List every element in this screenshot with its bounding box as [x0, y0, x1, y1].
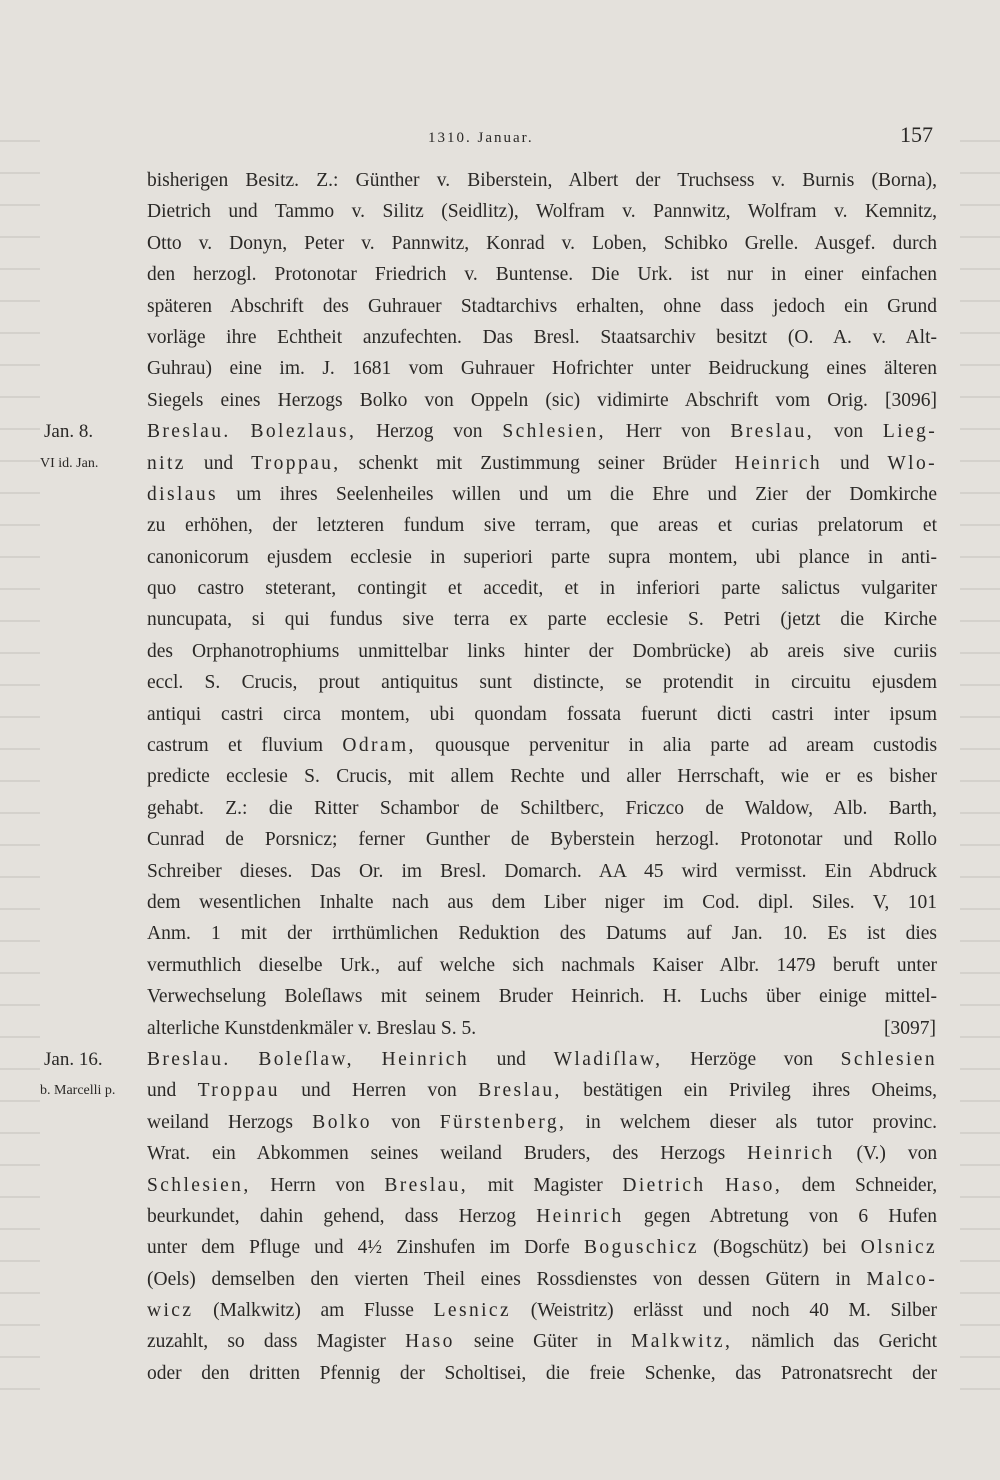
- text-line: [0, 292, 1000, 323]
- line-text: späteren Abschrift des Guhrauer Stadtarchivs erhalten, ohne dass jedoch ein Grund: [147, 295, 937, 317]
- text-line: [0, 919, 1000, 950]
- text-line: [0, 1296, 1000, 1327]
- text-line: [0, 1327, 1000, 1358]
- text-line: [0, 1233, 1000, 1264]
- line-text: unter dem Pfluge und 4½ Zinshufen im Dorfe Boguschicz (Bogschütz) bei Olsnicz: [147, 1237, 938, 1259]
- line-text: dislaus um ihres Seelenheiles willen und um die Ehre und Zier der Domkirche: [147, 483, 938, 505]
- line-text: castrum et fluvium Odram, quousque pervenitur in alia parte ad aream custodis: [147, 735, 938, 757]
- text-line: [0, 1139, 1000, 1170]
- line-text: Verwechselung Boleſlaws mit seinem Bruder Heinrich. H. Luchs über einige mittel-: [147, 986, 937, 1008]
- text-line: [0, 982, 1000, 1013]
- text-line: [0, 762, 1000, 793]
- line-text: Dietrich und Tammo v. Silitz (Seidlitz), Wolfram v. Pannwitz, Wolfram v. Kemnitz,: [147, 201, 937, 223]
- text-line: [0, 511, 1000, 542]
- margin-date: Jan. 8.: [44, 421, 94, 443]
- line-text: (Oels) demselben den vierten Theil eines Rossdienstes von dessen Gütern in Malco-: [147, 1268, 938, 1290]
- line-text: bisherigen Besitz. Z.: Günther v. Biberstein, Albert der Truchsess v. Burnis (Borna),: [147, 170, 937, 191]
- line-text: antiqui castri circa montem, ubi quondam fossata fuerunt dicti castri inter ipsum: [147, 703, 937, 725]
- text-line: [0, 260, 1000, 291]
- text-line: [0, 166, 1000, 197]
- line-text: nitz und Troppau, schenkt mit Zustimmung seiner Brüder Heinrich und Wlo-: [147, 452, 938, 474]
- margin-date: Jan. 16.: [44, 1048, 103, 1070]
- text-line: [0, 1076, 1000, 1107]
- text-line: [0, 229, 1000, 260]
- line-text: beurkundet, dahin gehend, dass Herzog Heinrich gegen Abtretung von 6 Hufen: [147, 1205, 938, 1227]
- line-text: Siegels eines Herzogs Bolko von Oppeln (sic) vidimirte Abschrift vom Orig. [3096]: [147, 389, 937, 411]
- line-text: oder den dritten Pfennig der Scholtisei, die freie Schenke, das Patronatsrecht der: [147, 1362, 937, 1384]
- text-line: [0, 888, 1000, 919]
- line-text: Breslau. Boleſlaw, Heinrich und Wladiſlaw, Herzöge von Schlesien: [147, 1048, 938, 1070]
- line-text: Breslau. Bolezlaus, Herzog von Schlesien, Herr von Breslau, von Lieg-: [147, 421, 938, 443]
- text-line: [0, 951, 1000, 982]
- text-line: [0, 386, 1000, 417]
- text-line: [0, 1202, 1000, 1233]
- document-number: [3097]: [884, 1017, 936, 1039]
- line-text: Schlesien, Herrn von Breslau, mit Magister Dietrich Haso, dem Schneider,: [147, 1174, 938, 1196]
- text-line: [0, 794, 1000, 825]
- page-number: 157: [900, 122, 933, 147]
- text-line: [0, 480, 1000, 511]
- text-line: [0, 637, 1000, 668]
- line-text: canonicorum ejusdem ecclesie in superiori parte supra montem, ubi plance in anti-: [147, 546, 937, 568]
- line-text: zu erhöhen, der letzteren fundum sive terram, que areas et curias prelatorum et: [147, 515, 937, 537]
- text-line: [0, 1014, 1000, 1045]
- body-text: [0, 166, 1000, 1390]
- page-header: [0, 122, 1000, 148]
- line-text: vermuthlich dieselbe Urk., auf welche sich nachmals Kaiser Albr. 1479 beruft unter: [147, 954, 937, 976]
- line-text: eccl. S. Crucis, prout antiquitus sunt distincte, se protendit in circuitu ejusdem: [147, 672, 937, 694]
- text-line: [0, 731, 1000, 762]
- line-text: Guhrau) eine im. J. 1681 vom Guhrauer Hofrichter unter Beidruckung eines älteren: [147, 358, 937, 380]
- margin-note: VI id. Jan.: [40, 455, 99, 471]
- line-text: zuzahlt, so dass Magister Haso seine Güter in Malkwitz, nämlich das Gericht: [147, 1331, 938, 1353]
- line-text: Anm. 1 mit der irrthümlichen Reduktion des Datums auf Jan. 10. Es ist dies: [147, 923, 937, 945]
- text-line: [0, 354, 1000, 385]
- line-text: Cunrad de Porsnicz; ferner Gunther de Byberstein herzogl. Protonotar und Rollo: [147, 829, 937, 851]
- text-line: [0, 323, 1000, 354]
- line-text: Schreiber dieses. Das Or. im Bresl. Domarch. AA 45 wird vermisst. Ein Abdruck: [147, 860, 937, 882]
- text-line: [0, 857, 1000, 888]
- text-line: [0, 1171, 1000, 1202]
- text-line: [0, 197, 1000, 228]
- running-head: 1310. Januar.: [428, 130, 534, 146]
- line-text: Wrat. ein Abkommen seines weiland Bruders, des Herzogs Heinrich (V.) von: [147, 1143, 938, 1165]
- margin-note: b. Marcelli p.: [40, 1083, 116, 1099]
- line-text: und Troppau und Herren von Breslau, bestätigen ein Privileg ihres Oheims,: [147, 1080, 938, 1102]
- line-text: vorläge ihre Echtheit anzufechten. Das Bresl. Staatsarchiv besitzt (O. A. v. Alt-: [147, 326, 937, 348]
- text-line: [0, 1108, 1000, 1139]
- text-line: [0, 449, 1000, 480]
- line-text: gehabt. Z.: die Ritter Schambor de Schiltberc, Friczco de Waldow, Alb. Barth,: [147, 797, 937, 819]
- text-line: [0, 1359, 1000, 1390]
- line-text: nuncupata, si qui fundus sive terra ex parte ecclesie S. Petri (jetzt die Kirche: [147, 609, 937, 631]
- line-text: alterliche Kunstdenkmäler v. Breslau S. 5.: [147, 1017, 477, 1039]
- line-text: den herzogl. Protonotar Friedrich v. Buntense. Die Urk. ist nur in einer einfachen: [147, 264, 937, 286]
- text-line: [0, 700, 1000, 731]
- text-line: [0, 1045, 1000, 1076]
- text-line: [0, 574, 1000, 605]
- line-text: quo castro steterant, contingit et accedit, et in inferiori parte salictus vulgariter: [147, 578, 937, 600]
- line-text: des Orphanotrophiums unmittelbar links hinter der Dombrücke) ab areis sive curiis: [147, 640, 937, 662]
- text-line: [0, 543, 1000, 574]
- line-text: weiland Herzogs Bolko von Fürstenberg, in welchem dieser als tutor provinc.: [147, 1111, 938, 1133]
- text-line: [0, 668, 1000, 699]
- line-text: wicz (Malkwitz) am Flusse Lesnicz (Weistritz) erlässt und noch 40 M. Silber: [147, 1300, 938, 1322]
- line-text: dem wesentlichen Inhalte nach aus dem Liber niger im Cod. dipl. Siles. V, 101: [147, 891, 937, 913]
- line-text: Otto v. Donyn, Peter v. Pannwitz, Konrad v. Loben, Schibko Grelle. Ausgef. durch: [147, 232, 937, 254]
- text-line: [0, 1265, 1000, 1296]
- text-line: [0, 605, 1000, 636]
- text-line: [0, 825, 1000, 856]
- line-text: predicte ecclesie S. Crucis, mit allem Rechte und aller Herrschaft, wie er es bisher: [147, 766, 937, 788]
- text-line: [0, 417, 1000, 448]
